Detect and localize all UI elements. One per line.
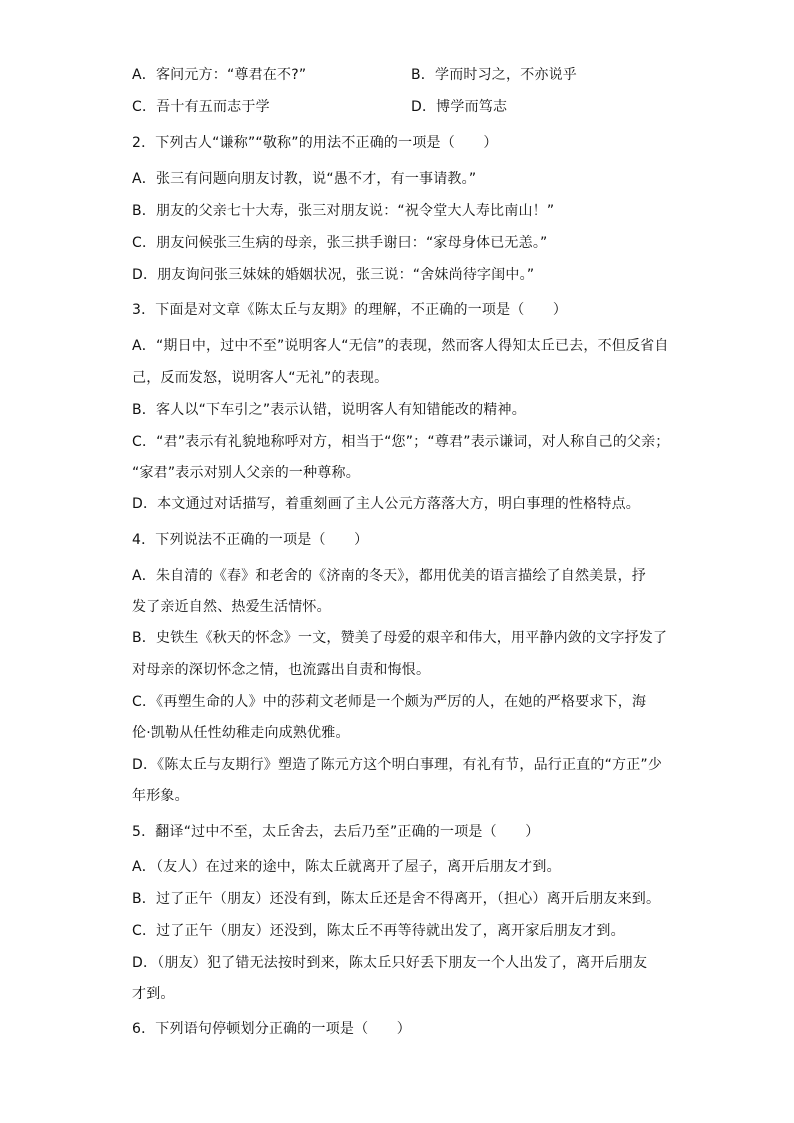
q6-stem: 6．下列语句停顿划分正确的一项是（ ） bbox=[132, 1021, 411, 1037]
q3-option-a-line1: A．“期日中，过中不至”说明客人“无信”的表现，然而客人得知太丘已去，不但反省自 bbox=[132, 338, 669, 354]
q5-stem: 5．翻译“过中不至，太丘舍去，去后乃至”正确的一项是（ ） bbox=[132, 824, 540, 840]
q1-option-a: A．客问元方：“尊君在不?” bbox=[132, 67, 307, 83]
q5-option-b: B．过了正午（朋友）还没有到，陈太丘还是舍不得离开，（担心）离开后朋友来到。 bbox=[132, 891, 661, 907]
q2-option-d: D．朋友询问张三妹妹的婚姻状况，张三说：“舍妹尚待字闺中。” bbox=[132, 267, 535, 283]
q4-option-a-line1: A．朱自清的《春》和老舍的《济南的冬天》，都用优美的语言描绘了自然美景，抒 bbox=[132, 568, 646, 584]
q1-option-d: D．博学而笃志 bbox=[411, 99, 508, 115]
q5-option-d-line1: D．（朋友）犯了错无法按时到来，陈太丘只好丢下朋友一个人出发了，离开后朋友 bbox=[132, 955, 648, 971]
q2-stem: 2．下列古人“谦称”“敬称”的用法不正确的一项是（ ） bbox=[132, 135, 498, 151]
q4-option-c-line1: C．《再塑生命的人》中的莎莉文老师是一个颇为严厉的人，在她的严格要求下，海 bbox=[132, 694, 647, 710]
q2-option-c: C．朋友问候张三生病的母亲，张三拱手谢曰：“家母身体已无恙。” bbox=[132, 235, 548, 251]
q3-stem: 3．下面是对文章《陈太丘与友期》的理解，不正确的一项是（ ） bbox=[132, 302, 568, 318]
q5-option-c: C．过了正午（朋友）还没到，陈太丘不再等待就出发了，离开家后朋友才到。 bbox=[132, 923, 625, 939]
q1-option-b: B．学而时习之，不亦说乎 bbox=[411, 67, 578, 83]
q1-option-c: C．吾十有五而志于学 bbox=[132, 99, 270, 115]
q5-option-a: A．（友人）在过来的途中，陈太丘就离开了屋子，离开后朋友才到。 bbox=[132, 859, 561, 875]
q3-option-b: B．客人以“下车引之”表示认错，说明客人有知错能改的精神。 bbox=[132, 402, 526, 418]
q4-option-d-line2: 年形象。 bbox=[132, 788, 189, 804]
q4-option-b-line1: B．史铁生《秋天的怀念》一文，赞美了母爱的艰辛和伟大，用平静内敛的文字抒发了 bbox=[132, 630, 668, 646]
q3-option-d: D．本文通过对话描写，着重刻画了主人公元方落落大方，明白事理的性格特点。 bbox=[132, 496, 640, 512]
q2-option-a: A．张三有问题向朋友讨教，说“愚不才，有一事请教。” bbox=[132, 171, 477, 187]
q2-option-b: B．朋友的父亲七十大寿，张三对朋友说：“祝令堂大人寿比南山！” bbox=[132, 203, 555, 219]
q3-option-c-line1: C．“君”表示有礼貌地称呼对方，相当于“您”；“尊君”表示谦词，对人称自己的父亲； bbox=[132, 434, 670, 450]
q4-option-b-line2: 对母亲的深切怀念之情，也流露出自责和悔恨。 bbox=[132, 662, 431, 678]
q4-option-a-line2: 发了亲近自然、热爱生活情怀。 bbox=[132, 599, 331, 615]
q5-option-d-line2: 才到。 bbox=[132, 986, 175, 1002]
q4-option-d-line1: D．《陈太丘与友期行》塑造了陈元方这个明白事理，有礼有节，品行正直的“方正”少 bbox=[132, 757, 663, 773]
q3-option-a-line2: 己，反而发怒，说明客人“无礼”的表现。 bbox=[132, 370, 389, 386]
q3-option-c-line2: “家君”表示对别人父亲的一种尊称。 bbox=[132, 465, 360, 481]
q4-option-c-line2: 伦·凯勒从任性幼稚走向成熟优雅。 bbox=[132, 725, 350, 741]
q4-stem: 4．下列说法不正确的一项是（ ） bbox=[132, 532, 369, 548]
